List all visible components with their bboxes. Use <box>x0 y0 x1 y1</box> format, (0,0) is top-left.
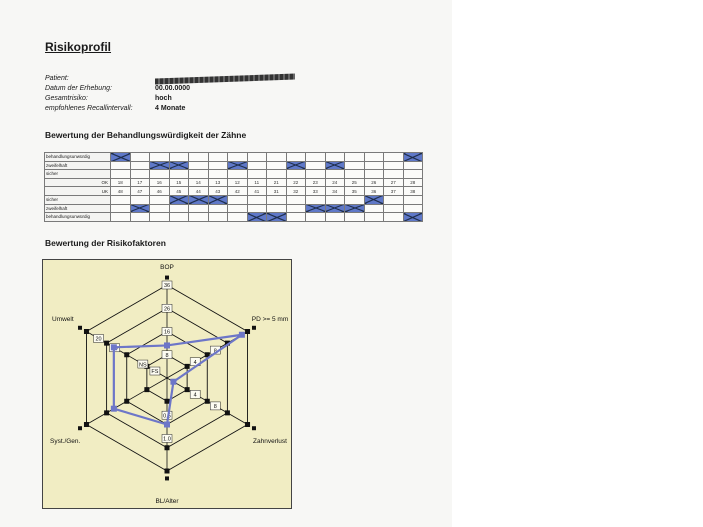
tooth-number: 47 <box>130 187 150 196</box>
tooth-number: 16 <box>150 178 170 187</box>
tooth-cell <box>169 213 189 222</box>
tooth-cell <box>306 161 326 170</box>
tooth-cell <box>208 161 228 170</box>
tooth-cell <box>403 170 423 179</box>
tooth-cell <box>364 161 384 170</box>
axis-marker <box>124 399 129 404</box>
tooth-cell <box>364 213 384 222</box>
tooth-cell-marked <box>169 195 189 204</box>
axis-marker <box>124 352 129 357</box>
upper-row <box>45 170 423 179</box>
tooth-cell <box>189 170 209 179</box>
axis-label: PD >= 5 mm <box>251 316 289 323</box>
axis-label: Syst./Gen. <box>50 438 81 445</box>
tooth-cell <box>111 170 131 179</box>
tooth-cell <box>150 213 170 222</box>
tooth-cell <box>384 204 404 213</box>
tooth-cell-marked <box>228 161 248 170</box>
row-label: sicher <box>45 170 111 179</box>
axis-marker <box>165 469 170 474</box>
tick-label: NS <box>139 362 147 369</box>
tooth-number: 43 <box>208 187 228 196</box>
tooth-cell-marked <box>130 204 150 213</box>
info-value: 4 Monate <box>155 105 186 112</box>
tooth-cell-marked <box>189 195 209 204</box>
axis-marker <box>165 399 170 404</box>
tooth-cell <box>267 195 287 204</box>
tooth-cell <box>384 161 404 170</box>
tooth-cell <box>247 161 267 170</box>
axis-marker <box>185 364 190 369</box>
tooth-cell <box>247 153 267 162</box>
lower-row <box>45 204 423 213</box>
row-label: zweifelhaft <box>45 161 111 170</box>
tick-label: 8 <box>213 404 217 411</box>
tooth-cell <box>247 204 267 213</box>
axis-end-marker <box>78 326 82 330</box>
tooth-number: 18 <box>111 178 131 187</box>
tooth-cell-marked <box>286 161 306 170</box>
risk-radar-chart <box>42 259 292 509</box>
tooth-number: 35 <box>345 187 365 196</box>
tooth-number: 25 <box>345 178 365 187</box>
tooth-number: 37 <box>384 187 404 196</box>
axis-marker <box>205 399 210 404</box>
tooth-cell <box>306 153 326 162</box>
tooth-cell <box>208 170 228 179</box>
risk-heading: Bewertung der Risikofaktoren <box>45 238 166 248</box>
tooth-cell <box>111 204 131 213</box>
tooth-cell <box>403 195 423 204</box>
tooth-number: 22 <box>286 178 306 187</box>
redacted-patient-name <box>155 74 295 85</box>
tooth-cell <box>228 213 248 222</box>
tooth-cell <box>345 213 365 222</box>
info-row-patient <box>45 74 295 84</box>
info-row-risk <box>45 94 295 104</box>
tooth-number: 17 <box>130 178 150 187</box>
tooth-cell <box>228 153 248 162</box>
axis-marker <box>185 387 190 392</box>
tooth-cell-marked <box>325 204 345 213</box>
tooth-number: 26 <box>364 178 384 187</box>
tooth-cell <box>306 195 326 204</box>
tick-label: FS <box>151 369 159 376</box>
tooth-cell <box>286 153 306 162</box>
tooth-cell <box>111 161 131 170</box>
patient-info <box>45 74 295 114</box>
tooth-number: 46 <box>150 187 170 196</box>
tooth-cell <box>111 213 131 222</box>
tooth-cell-marked <box>403 213 423 222</box>
row-label: behandlungsunwürdig <box>45 213 111 222</box>
tooth-number: 36 <box>364 187 384 196</box>
tooth-cell <box>364 153 384 162</box>
patient-value-point <box>164 422 170 428</box>
tooth-cell <box>267 170 287 179</box>
tooth-cell <box>130 195 150 204</box>
tooth-cell <box>345 161 365 170</box>
tooth-cell <box>150 153 170 162</box>
tooth-cell <box>325 213 345 222</box>
tick-label: 26 <box>163 306 171 313</box>
tooth-number: 28 <box>403 178 423 187</box>
row-label: zweifelhaft <box>45 204 111 213</box>
tooth-number: 32 <box>286 187 306 196</box>
axis-end-marker <box>78 426 82 430</box>
upper-row <box>45 153 423 162</box>
tooth-cell-marked <box>325 161 345 170</box>
tooth-cell-marked <box>208 195 228 204</box>
axis-marker <box>225 410 230 415</box>
tick-label: 8 <box>165 352 169 359</box>
tick-label: 20 <box>95 336 102 343</box>
tooth-cell <box>150 170 170 179</box>
tooth-cell <box>325 195 345 204</box>
info-value: 00.00.0000 <box>155 85 191 92</box>
tick-label: 4 <box>193 359 197 366</box>
tooth-cell <box>384 213 404 222</box>
tooth-cell <box>345 153 365 162</box>
uk-number-row <box>45 187 423 196</box>
row-label: UK <box>45 187 111 196</box>
axis-end-marker <box>252 326 256 330</box>
tooth-number: 44 <box>189 187 209 196</box>
axis-end-marker <box>165 276 169 280</box>
tooth-cell <box>286 213 306 222</box>
tooth-cell <box>286 170 306 179</box>
ok-number-row <box>45 178 423 187</box>
tooth-cell <box>403 161 423 170</box>
tooth-cell <box>306 213 326 222</box>
axis-label: Umwelt <box>52 316 74 323</box>
tooth-cell <box>345 195 365 204</box>
row-label: OK <box>45 178 111 187</box>
tooth-cell-marked <box>169 161 189 170</box>
tick-label: 1.0 <box>163 436 171 443</box>
tooth-cell-marked <box>247 213 267 222</box>
tooth-cell <box>325 170 345 179</box>
info-value: hoch <box>155 95 172 102</box>
tooth-number: 34 <box>325 187 345 196</box>
tooth-number: 31 <box>267 187 287 196</box>
info-row-date <box>45 84 295 94</box>
tooth-cell <box>267 204 287 213</box>
tooth-cell <box>130 161 150 170</box>
tooth-number: 27 <box>384 178 404 187</box>
tooth-number: 42 <box>228 187 248 196</box>
tooth-cell <box>384 195 404 204</box>
tooth-cell-marked <box>345 204 365 213</box>
tick-label: 4 <box>193 392 197 399</box>
tooth-cell <box>286 204 306 213</box>
tooth-cell-marked <box>306 204 326 213</box>
info-label: Patient: <box>45 75 69 82</box>
tooth-cell-marked <box>364 195 384 204</box>
tooth-cell <box>345 170 365 179</box>
axis-marker <box>84 422 89 427</box>
tooth-cell <box>247 195 267 204</box>
radar-svg <box>42 259 292 509</box>
tooth-cell <box>208 213 228 222</box>
tooth-cell-marked <box>403 153 423 162</box>
tooth-number: 14 <box>189 178 209 187</box>
tooth-cell <box>189 161 209 170</box>
tooth-cell <box>286 195 306 204</box>
tooth-number: 24 <box>325 178 345 187</box>
tooth-number: 11 <box>247 178 267 187</box>
teeth-heading: Bewertung der Behandlungswürdigkeit der Zähne <box>45 130 247 140</box>
patient-value-point <box>164 342 170 348</box>
tooth-cell <box>267 153 287 162</box>
axis-marker <box>84 329 89 334</box>
tooth-cell <box>150 204 170 213</box>
tooth-cell <box>130 170 150 179</box>
tooth-cell <box>130 153 150 162</box>
tooth-cell <box>189 153 209 162</box>
blank-area <box>452 0 703 527</box>
tooth-cell <box>306 170 326 179</box>
tooth-cell <box>169 153 189 162</box>
upper-row <box>45 161 423 170</box>
tick-label: 8 <box>213 348 217 355</box>
info-row-recall <box>45 104 295 114</box>
tooth-cell <box>403 204 423 213</box>
tooth-number: 41 <box>247 187 267 196</box>
patient-value-point <box>239 332 245 338</box>
tooth-cell <box>208 153 228 162</box>
axis-label: BL/Alter <box>155 498 179 505</box>
patient-value-point <box>111 406 117 412</box>
tooth-cell <box>228 204 248 213</box>
tooth-cell <box>384 153 404 162</box>
axis-label: BOP <box>160 264 174 271</box>
axis-marker <box>144 387 149 392</box>
axis-marker <box>245 422 250 427</box>
tooth-cell <box>189 213 209 222</box>
tick-label: 0.5 <box>163 413 171 420</box>
tooth-cell <box>267 161 287 170</box>
tooth-cell <box>169 170 189 179</box>
axis-end-marker <box>165 476 169 480</box>
tooth-cell <box>189 204 209 213</box>
tooth-cell <box>364 170 384 179</box>
tooth-number: 48 <box>111 187 131 196</box>
page-title: Risikoprofil <box>45 40 112 54</box>
tooth-number: 13 <box>208 178 228 187</box>
tooth-cell <box>228 170 248 179</box>
tooth-cell <box>111 195 131 204</box>
info-label: Gesamtrisiko: <box>45 95 88 102</box>
tooth-cell <box>208 204 228 213</box>
axis-marker <box>104 341 109 346</box>
tooth-cell <box>130 213 150 222</box>
tick-label: 36 <box>163 283 171 290</box>
axis-marker <box>165 445 170 450</box>
row-label: behandlungsunwürdig <box>45 153 111 162</box>
tooth-number: 23 <box>306 178 326 187</box>
tick-label: 16 <box>163 329 171 336</box>
lower-row <box>45 213 423 222</box>
tooth-cell <box>228 195 248 204</box>
row-label: sicher <box>45 195 111 204</box>
tooth-cell <box>364 204 384 213</box>
axis-marker <box>245 329 250 334</box>
tooth-number: 12 <box>228 178 248 187</box>
tooth-cell-marked <box>267 213 287 222</box>
tooth-cell <box>384 170 404 179</box>
tooth-number: 38 <box>403 187 423 196</box>
tooth-cell-marked <box>150 161 170 170</box>
tooth-cell <box>247 170 267 179</box>
patient-value-point <box>170 379 176 385</box>
lower-row <box>45 195 423 204</box>
teeth-assessment-table <box>44 152 423 222</box>
tooth-cell-marked <box>111 153 131 162</box>
axis-marker <box>104 410 109 415</box>
tooth-number: 21 <box>267 178 287 187</box>
tooth-cell <box>169 204 189 213</box>
axis-label: Zahnverlust <box>253 438 287 445</box>
tooth-number: 45 <box>169 187 189 196</box>
tooth-number: 15 <box>169 178 189 187</box>
tooth-cell <box>150 195 170 204</box>
patient-value-point <box>111 344 117 350</box>
axis-end-marker <box>252 426 256 430</box>
tooth-number: 33 <box>306 187 326 196</box>
info-label: empfohlenes Recallintervall: <box>45 105 133 112</box>
info-label: Datum der Erhebung: <box>45 85 112 92</box>
tooth-cell <box>325 153 345 162</box>
